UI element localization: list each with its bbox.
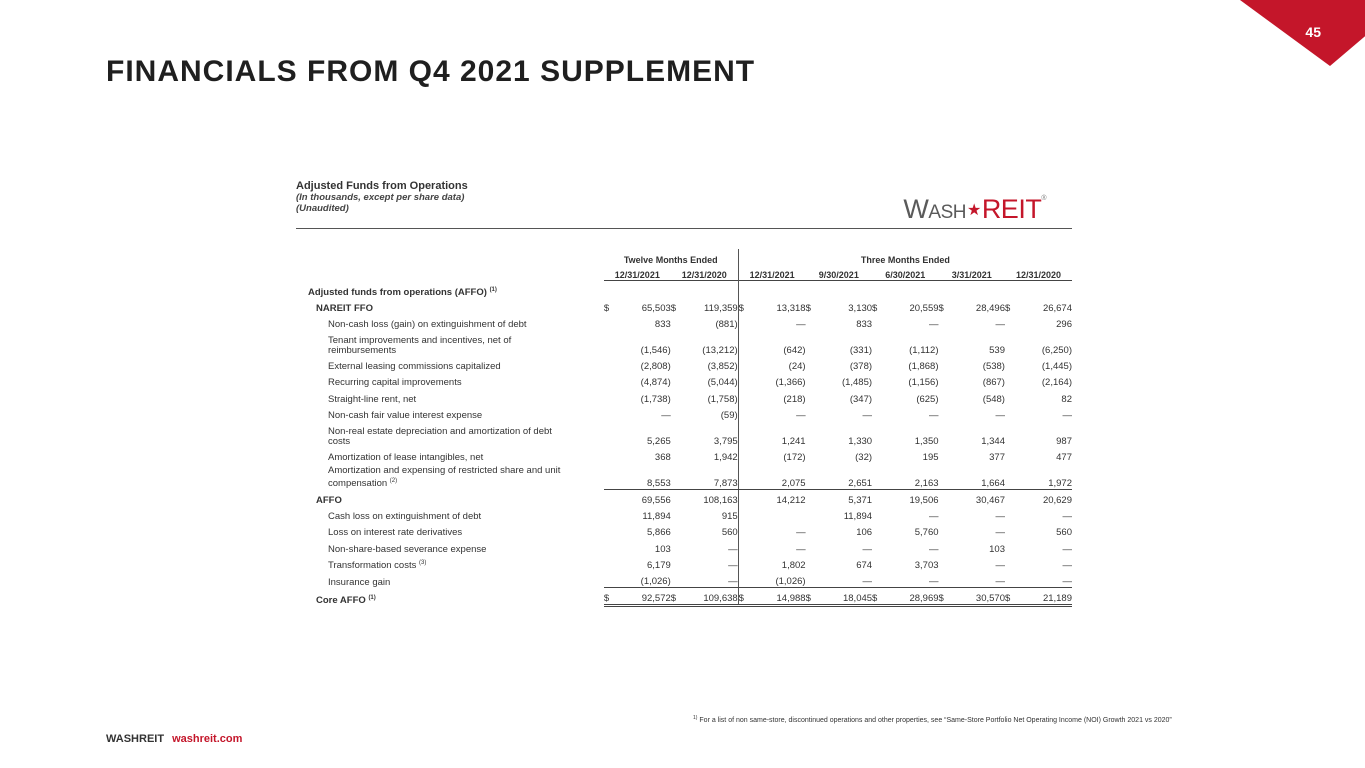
table-cell: 915	[684, 506, 738, 522]
table-cell: 1,664	[952, 463, 1005, 490]
col-header: 6/30/2021	[872, 270, 938, 281]
table-cell: 5,866	[646, 527, 671, 539]
table-cell: 6,179	[646, 559, 671, 571]
footer-brand: WASHREIT	[106, 733, 165, 745]
table-cell: 19,506	[909, 495, 939, 507]
table-cell: 13,318	[776, 302, 806, 314]
table-cell: 28,496	[975, 302, 1005, 314]
table-cell: —	[1062, 543, 1072, 555]
table-cell: 560	[1056, 527, 1072, 539]
col-header: 12/31/2020	[1005, 270, 1072, 281]
table-cell: (2,164)	[1041, 377, 1072, 389]
dollar-sign: $	[671, 588, 684, 606]
affo-table	[302, 249, 1072, 607]
table-cell: —	[796, 527, 806, 539]
table-cell: —	[796, 543, 806, 555]
table-cell: 109,638	[684, 588, 738, 606]
table-cell: (6,250)	[1041, 344, 1072, 356]
table-cell: 5,760	[914, 527, 939, 539]
washreit-logo: WASH★REIT®	[903, 194, 1046, 224]
table-row: Non-share-based severance expense 103 — — — — 103 —	[302, 538, 1072, 554]
table-cell: 82	[1061, 393, 1072, 405]
document-subtitle-unaudited: (Unaudited)	[296, 202, 349, 214]
table-cell: 28,969	[885, 588, 938, 606]
table-row: Loss on interest rate derivatives 5,866 560 — 106 5,760 — 560	[302, 522, 1072, 538]
table-cell: 65,503	[641, 302, 671, 314]
financial-document	[296, 180, 1072, 607]
column-header-row	[302, 265, 1072, 281]
table-cell: —	[929, 511, 939, 523]
table-cell: 368	[654, 451, 671, 463]
table-cell: (32)	[855, 451, 873, 463]
dollar-sign: $	[738, 588, 752, 606]
table-cell: 296	[1056, 318, 1072, 330]
table-row: Straight-line rent, net (1,738) (1,758) (218) (347) (625) (548) 82	[302, 388, 1072, 404]
table-row: Non-cash fair value interest expense — (59) — — — — —	[302, 405, 1072, 421]
page-number: 45	[1305, 24, 1321, 40]
table-cell: 21,189	[1018, 588, 1072, 606]
table-cell: 11,894	[642, 511, 671, 523]
table-cell: 18,045	[819, 588, 872, 606]
document-subtitle-units: (In thousands, except per share data)	[296, 192, 465, 203]
table-cell: 1,241	[781, 435, 806, 447]
table-cell: (1,112)	[909, 344, 939, 356]
table-cell: 20,559	[909, 302, 939, 314]
table-cell: 103	[654, 543, 671, 555]
table-cell: 5,265	[646, 435, 671, 447]
table-cell: 1,972	[1018, 463, 1072, 490]
table-cell: —	[995, 559, 1005, 571]
table-cell: 30,570	[952, 588, 1005, 606]
table-row: Core AFFO $^{(1)}$ $ 92,572 $ 109,638 $ 14,988 $ 18,045 $ 28,969 $ 30,570 $ 21,189	[302, 588, 1072, 606]
table-cell: 3,130	[848, 302, 873, 314]
table-cell: (1,868)	[908, 361, 939, 373]
table-row: Cash loss on extinguishment of debt 11,894 915 11,894 — — —	[302, 506, 1072, 522]
table-cell: 477	[1056, 451, 1072, 463]
col-header: 12/31/2021	[604, 270, 671, 281]
table-cell: 7,873	[684, 463, 738, 490]
table-row: Amortization of lease intangibles, net 368 1,942 (172) (32) 195 377 477	[302, 447, 1072, 463]
document-title: Adjusted Funds from Operations	[296, 180, 468, 192]
table-cell: 14,988	[752, 588, 805, 606]
table-cell: 987	[1056, 435, 1072, 447]
table-cell: 119,359	[684, 298, 738, 314]
table-cell: (625)	[916, 393, 939, 405]
table-cell: 2,075	[752, 463, 805, 490]
dollar-sign: $	[604, 588, 617, 606]
table-cell: 108,163	[684, 489, 738, 506]
table-row: Transformation costs $^{(3)}$ 6,179 — 1,802 674 3,703 — —	[302, 555, 1072, 571]
section-row	[302, 281, 1072, 297]
table-row: Non-real estate depreciation and amortization of debt costs 5,265 3,795 1,241 1,330 1,350 1,344 987	[302, 421, 1072, 447]
dollar-sign: $	[938, 302, 944, 314]
table-cell: 195	[922, 451, 939, 463]
table-cell: —	[796, 318, 806, 330]
table-cell: —	[1062, 511, 1072, 523]
table-cell: (1,758)	[684, 388, 738, 404]
dollar-sign: $	[872, 302, 878, 314]
table-cell: (538)	[982, 361, 1005, 373]
table-cell: (1,546)	[640, 344, 671, 356]
table-cell: —	[862, 543, 873, 555]
table-cell: 92,572	[617, 588, 670, 606]
table-cell: 30,467	[975, 495, 1005, 507]
table-cell: —	[929, 318, 939, 330]
dollar-sign: $	[872, 588, 885, 606]
col-header: 12/31/2020	[671, 270, 738, 281]
table-cell: 1,802	[781, 559, 806, 571]
corner-accent	[1240, 0, 1365, 66]
table-cell: 674	[856, 559, 873, 571]
dollar-sign: $	[1005, 588, 1018, 606]
slide-title: FINANCIALS FROM Q4 2021 SUPPLEMENT	[106, 55, 756, 88]
table-cell: (4,874)	[640, 377, 671, 389]
table-cell: 11,894	[843, 511, 873, 523]
table-cell: (1,445)	[1041, 361, 1072, 373]
table-cell: (1,026)	[775, 576, 806, 587]
table-cell: —	[862, 409, 873, 421]
table-cell: (59)	[684, 405, 738, 421]
dollar-sign: $	[738, 302, 744, 314]
section-label: Adjusted funds from operations (AFFO) $^{(1)}$	[308, 286, 497, 298]
table-cell: (1,485)	[841, 377, 873, 389]
table-row: Insurance gain (1,026) — (1,026) — — — —	[302, 571, 1072, 588]
table-cell: 833	[654, 318, 671, 330]
table-cell: 5,371	[848, 495, 873, 507]
dollar-sign: $	[805, 302, 811, 314]
table-cell: 3,795	[684, 421, 738, 447]
table-cell: —	[995, 409, 1005, 421]
table-cell: 1,942	[684, 447, 738, 463]
table-cell: (1,366)	[775, 377, 806, 389]
table-cell: 2,163	[885, 463, 938, 490]
table-cell: (331)	[849, 344, 873, 356]
document-header	[296, 180, 1072, 229]
table-cell: —	[1062, 559, 1072, 571]
table-cell: 539	[989, 344, 1005, 356]
group-three-months: Three Months Ended	[860, 255, 950, 266]
table-cell: 560	[684, 522, 738, 538]
table-cell: 2,651	[819, 463, 872, 490]
table-cell: (881)	[684, 314, 738, 330]
dollar-sign: $	[603, 302, 610, 314]
footer	[106, 733, 242, 745]
table-cell: —	[684, 571, 738, 588]
table-cell: —	[661, 409, 671, 421]
col-header: 9/30/2021	[806, 270, 872, 281]
dollar-sign: $	[1004, 302, 1011, 314]
table-cell: (867)	[982, 377, 1005, 389]
table-cell: (13,212)	[684, 330, 738, 356]
table-row: Tenant improvements and incentives, net of reimbursements (1,546) (13,212) (642) (331) (1,112) 539 (6,250)	[302, 330, 1072, 356]
table-row: Recurring capital improvements (4,874) (5,044) (1,366) (1,485) (1,156) (867) (2,164)	[302, 372, 1072, 388]
group-twelve-months: Twelve Months Ended	[604, 249, 738, 265]
col-header: 3/31/2021	[939, 270, 1005, 281]
table-cell: (24)	[788, 361, 806, 373]
dollar-sign: $	[806, 588, 819, 606]
table-cell: —	[684, 538, 738, 554]
table-cell: 26,674	[1042, 302, 1072, 314]
table-cell	[752, 506, 805, 522]
table-cell: —	[995, 527, 1005, 539]
table-cell: 106	[856, 527, 873, 539]
table-cell: 833	[856, 318, 873, 330]
table-row: Non-cash loss (gain) on extinguishment of debt 833 (881) — 833 — — 296	[302, 314, 1072, 330]
table-cell: —	[995, 511, 1005, 523]
table-cell: 20,629	[1042, 495, 1072, 507]
table-row: AFFO 69,556 108,163 14,212 5,371 19,506 30,467 20,629	[302, 489, 1072, 506]
table-cell: 69,556	[641, 495, 671, 507]
table-cell: —	[929, 576, 939, 587]
table-cell: 3,703	[914, 559, 939, 571]
table-cell: 8,553	[617, 463, 670, 490]
table-cell: —	[995, 576, 1005, 587]
table-cell: (172)	[783, 451, 806, 463]
table-cell: (347)	[849, 393, 873, 405]
star-icon: ★	[966, 202, 981, 219]
table-cell: 1,344	[981, 435, 1005, 447]
table-cell: (1,026)	[640, 576, 671, 587]
table-cell: 377	[989, 451, 1005, 463]
table-cell: —	[796, 409, 806, 421]
table-cell: —	[1062, 409, 1072, 421]
table-cell: 1,350	[914, 435, 939, 447]
table-cell: —	[684, 555, 738, 571]
table-cell: (2,808)	[640, 361, 671, 373]
table-cell: (1,738)	[640, 393, 671, 405]
table-cell: (218)	[783, 393, 806, 405]
table-cell: —	[929, 409, 939, 421]
group-header-row	[302, 249, 1072, 265]
table-cell: (548)	[982, 393, 1005, 405]
footer-site-link[interactable]: washreit.com	[172, 733, 243, 745]
table-cell: —	[929, 543, 939, 555]
dollar-sign: $	[670, 302, 677, 314]
table-cell: 1,330	[848, 435, 873, 447]
table-row: External leasing commissions capitalized (2,808) (3,852) (24) (378) (1,868) (538) (1,445)	[302, 356, 1072, 372]
col-header: 12/31/2021	[739, 270, 806, 281]
table-cell: (378)	[849, 361, 873, 373]
table-row: NAREIT FFO $ 65,503 $ 119,359 $ 13,318 $ 3,130 $ 20,559 $ 28,496 $ 26,674	[302, 298, 1072, 314]
table-cell: (5,044)	[684, 372, 738, 388]
table-cell: —	[1062, 576, 1072, 587]
table-cell: 14,212	[776, 495, 806, 507]
table-cell: (1,156)	[908, 377, 939, 389]
table-cell: (3,852)	[684, 356, 738, 372]
table-row: Amortization and expensing of restricted share and unit compensation $^{(2)}$ 8,553 7,873 2,075 2,651 2,163 1,664 1,972	[302, 463, 1072, 490]
footnote: $^{1)}$ For a list of non same-store, discontinued operations and other properties, see “Same-Store Portfolio Net Operating Income (NOI) Growth 2021 vs 2020”	[693, 715, 1172, 724]
dollar-sign: $	[939, 588, 952, 606]
table-cell: —	[995, 318, 1005, 330]
table-cell: (642)	[783, 344, 806, 356]
table-cell: —	[862, 576, 873, 587]
table-cell: 103	[989, 543, 1005, 555]
